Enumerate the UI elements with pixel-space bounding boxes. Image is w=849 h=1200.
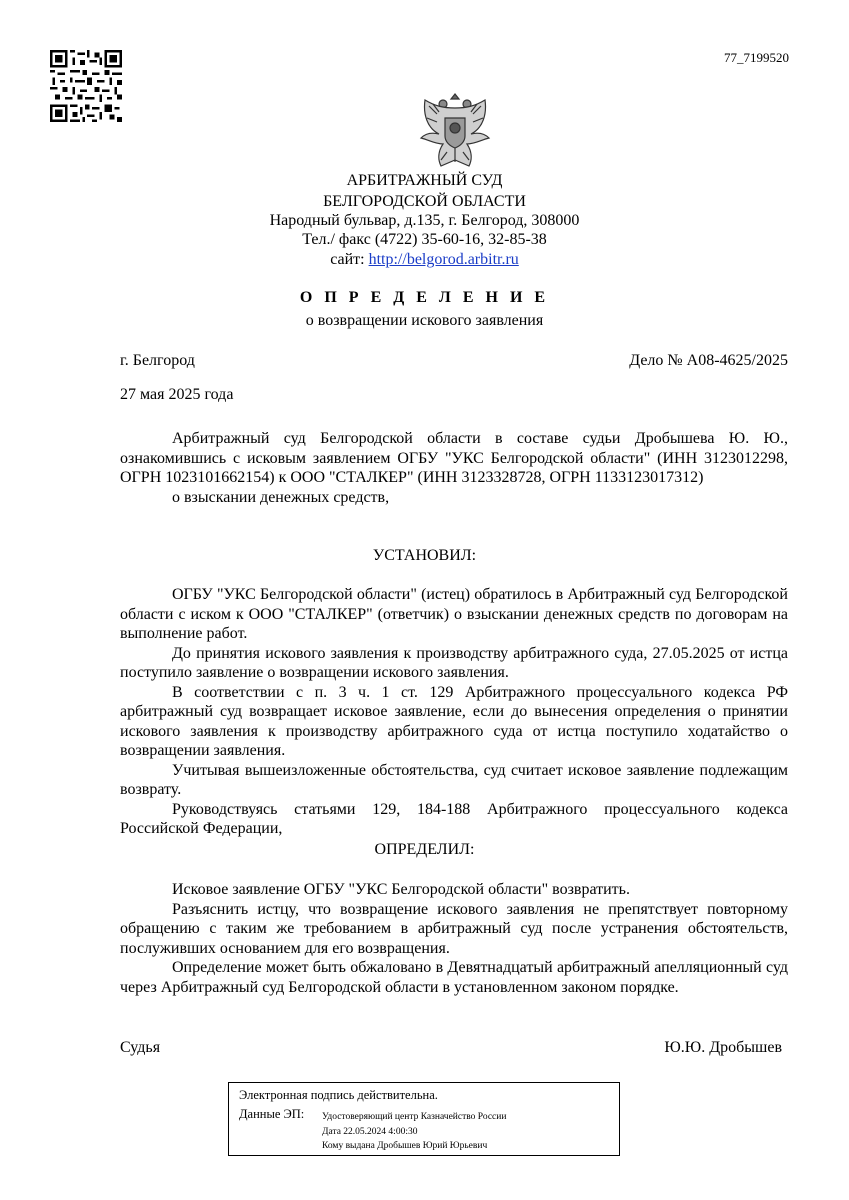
city: г. Белгород — [120, 352, 195, 369]
court-name-line2: БЕЛГОРОДСКОЙ ОБЛАСТИ — [323, 193, 526, 210]
signature-name: Ю.Ю. Дробышев — [664, 1039, 782, 1056]
established-paragraph-3: В соответствии с п. 3 ч. 1 ст. 129 Арбитражного процессуального кодекса РФ арбитражный суд возвращает исковое заявление, если до вынесения определения о принятии искового заявления к производству арбитражного суда от истца поступило ходатайство о возвращении заявления. — [120, 683, 788, 759]
document-id: 77_7199520 — [724, 50, 789, 65]
e-signature-details — [322, 1110, 506, 1154]
e-signature-date: Дата 22.05.2024 4:00:30 — [322, 1126, 418, 1137]
intro-subject: о взыскании денежных средств, — [172, 488, 390, 506]
qr-code-icon — [50, 50, 122, 122]
court-site-label: сайт: — [330, 251, 369, 268]
court-phone: Тел./ факс (4722) 35-60-16, 32-85-38 — [302, 231, 547, 248]
section-heading-established: УСТАНОВИЛ: — [372, 547, 477, 564]
e-signature-issuer: Удостоверяющий центр Казначейство России — [322, 1112, 507, 1122]
e-signature-owner: Кому выдана Дробышев Юрий Юрьевич — [322, 1141, 488, 1151]
document-subtitle: о возвращении искового заявления — [305, 312, 544, 329]
court-address: Народный бульвар, д.135, г. Белгород, 308000 — [269, 212, 580, 229]
ruled-block — [120, 880, 788, 997]
e-signature-header: Электронная подпись действительна. — [239, 1088, 438, 1102]
established-paragraph-4: Учитывая вышеизложенные обстоятельства, суд считает исковое заявление подлежащим возврату. — [120, 761, 788, 798]
document-date: 27 мая 2025 года — [120, 386, 234, 403]
intro-block — [120, 429, 788, 507]
section-heading-ruled: ОПРЕДЕЛИЛ: — [374, 841, 475, 858]
intro-paragraph: Арбитражный суд Белгородской области в составе судьи Дробышева Ю. Ю., ознакомившись с исковым заявлением ОГБУ "УКС Белгородской области" (ИНН 3123012298, ОГРН 1023101662154) к ООО "СТАЛКЕР" (ИНН 3123328728, ОГРН 1133123017312) — [120, 430, 788, 486]
ruled-paragraph-3: Определение может быть обжаловано в Девятнадцатый арбитражный апелляционный суд через Арбитражный суд Белгородской области в установленном законом порядке. — [120, 959, 788, 996]
ruled-paragraph-1: Исковое заявление ОГБУ "УКС Белгородской области" возвратить. — [172, 881, 630, 898]
signature-role: Судья — [120, 1039, 161, 1056]
established-paragraph-5: Руководствуясь статьями 129, 184-188 Арбитражного процессуального кодекса Российской Федерации, — [120, 800, 788, 837]
established-paragraph-1: ОГБУ "УКС Белгородской области" (истец) обратилось в Арбитражный суд Белгородской области с иском к ООО "СТАЛКЕР" (ответчик) о взыскании денежных средств по договорам на выполнение работ. — [120, 586, 788, 642]
coat-of-arms-icon — [413, 88, 497, 172]
case-number: Дело № А08-4625/2025 — [629, 352, 788, 369]
e-signature-label: Данные ЭП: — [239, 1107, 305, 1121]
court-name-line1: АРБИТРАЖНЫЙ СУД — [346, 172, 503, 189]
document-title: О П Р Е Д Е Л Е Н И Е — [299, 289, 550, 306]
established-paragraph-2: До принятия искового заявления к производству арбитражного суда, 27.05.2025 от истца поступило заявление о возвращении искового заявления. — [120, 644, 788, 681]
e-signature-box — [228, 1082, 620, 1156]
established-block — [120, 585, 788, 839]
court-site — [0, 249, 849, 270]
ruled-paragraph-2: Разъяснить истцу, что возвращение искового заявления не препятствует повторному обращению с таким же требованием в арбитражный суд после устранения обстоятельств, послуживших основанием для его возвращения. — [120, 900, 788, 957]
court-site-link[interactable]: http://belgorod.arbitr.ru — [368, 251, 519, 268]
